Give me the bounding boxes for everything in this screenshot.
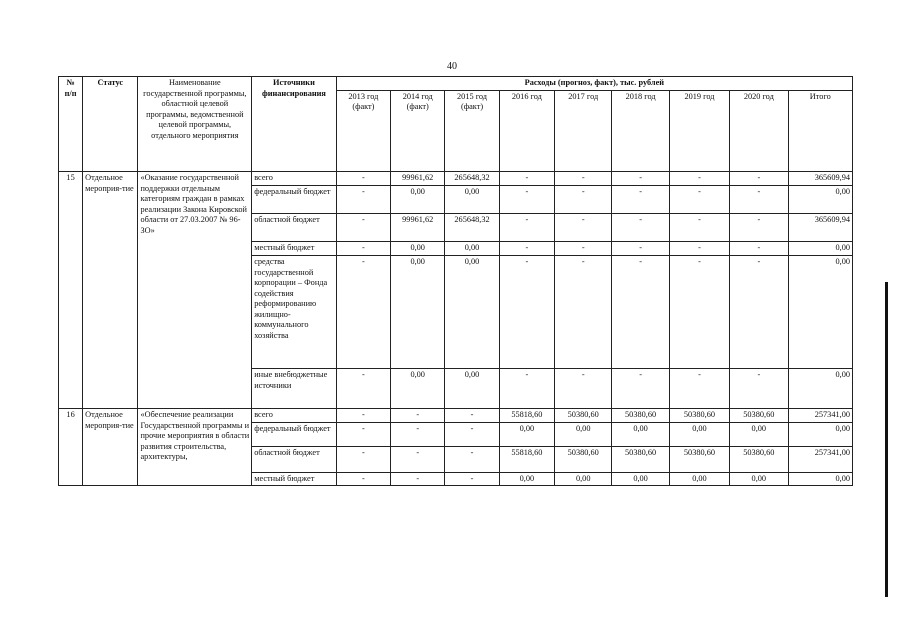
source-cell: областной бюджет — [252, 214, 337, 242]
value-cell: - — [499, 172, 554, 186]
value-cell: - — [336, 446, 390, 472]
value-cell: - — [445, 472, 499, 486]
value-cell: 0,00 — [445, 256, 499, 369]
table-row — [59, 409, 853, 423]
value-cell: - — [730, 369, 788, 409]
item-name: «Обеспечение реализации Государственной программы и прочие мероприятия в области развития строительства, архитектуры, — [138, 409, 252, 486]
value-cell: - — [730, 172, 788, 186]
value-cell: 0,00 — [669, 422, 729, 446]
value-cell: 50380,60 — [669, 409, 729, 423]
value-cell: - — [445, 422, 499, 446]
value-cell: - — [336, 256, 390, 369]
value-cell: - — [499, 242, 554, 256]
value-cell: 0,00 — [555, 472, 612, 486]
value-cell: - — [499, 214, 554, 242]
col-header-expenses: Расходы (прогноз, факт), тыс. рублей — [336, 77, 852, 91]
item-status: Отдельное мероприя-тие — [83, 172, 138, 409]
value-cell: - — [391, 472, 445, 486]
value-cell: - — [730, 186, 788, 214]
value-cell: - — [336, 214, 390, 242]
item-number: 15 — [59, 172, 83, 409]
value-cell: 99961,62 — [391, 214, 445, 242]
value-cell: 0,00 — [391, 369, 445, 409]
value-cell: 265648,32 — [445, 172, 499, 186]
budget-table — [58, 76, 853, 486]
value-cell: 0,00 — [391, 186, 445, 214]
value-cell: - — [336, 369, 390, 409]
value-cell: 365609,94 — [788, 172, 853, 186]
year-header: 2020 год — [730, 90, 788, 172]
value-cell: - — [336, 186, 390, 214]
source-cell: федеральный бюджет — [252, 422, 337, 446]
value-cell: 0,00 — [612, 472, 669, 486]
year-header: Итого — [788, 90, 853, 172]
value-cell: 50380,60 — [669, 446, 729, 472]
value-cell: - — [669, 172, 729, 186]
value-cell: 257341,00 — [788, 409, 853, 423]
value-cell: 50380,60 — [730, 446, 788, 472]
value-cell: 365609,94 — [788, 214, 853, 242]
year-header: 2015 год (факт) — [445, 90, 499, 172]
value-cell: - — [391, 409, 445, 423]
value-cell: 0,00 — [788, 186, 853, 214]
value-cell: - — [391, 446, 445, 472]
year-header: 2018 год — [612, 90, 669, 172]
value-cell: - — [669, 214, 729, 242]
value-cell: 0,00 — [612, 422, 669, 446]
source-cell: всего — [252, 409, 337, 423]
col-header-name: Наименование государственной программы, областной целевой программы, ведомственной целевой программы, отдельного мероприятия — [138, 77, 252, 172]
value-cell: 55818,60 — [499, 446, 554, 472]
header-row — [59, 77, 853, 91]
source-cell: местный бюджет — [252, 472, 337, 486]
value-cell: 265648,32 — [445, 214, 499, 242]
value-cell: - — [499, 256, 554, 369]
year-header: 2013 год (факт) — [336, 90, 390, 172]
value-cell: - — [612, 186, 669, 214]
value-cell: - — [669, 242, 729, 256]
value-cell: 0,00 — [788, 242, 853, 256]
value-cell: 55818,60 — [499, 409, 554, 423]
value-cell: 0,00 — [499, 422, 554, 446]
col-header-sources: Источники финансирования — [252, 77, 337, 172]
value-cell: - — [555, 242, 612, 256]
source-cell: средства государственной корпорации – Фонда содействия реформированию жилищно-коммунального хозяйства — [252, 256, 337, 369]
value-cell: - — [445, 446, 499, 472]
value-cell: - — [612, 242, 669, 256]
value-cell: - — [730, 242, 788, 256]
value-cell: - — [555, 172, 612, 186]
value-cell: 0,00 — [391, 256, 445, 369]
value-cell: - — [445, 409, 499, 423]
col-header-status: Статус — [83, 77, 138, 172]
value-cell: 50380,60 — [612, 446, 669, 472]
value-cell: 0,00 — [445, 186, 499, 214]
source-cell: областной бюджет — [252, 446, 337, 472]
value-cell: 50380,60 — [612, 409, 669, 423]
value-cell: - — [391, 422, 445, 446]
value-cell: - — [499, 186, 554, 214]
value-cell: - — [336, 409, 390, 423]
year-header: 2016 год — [499, 90, 554, 172]
value-cell: 257341,00 — [788, 446, 853, 472]
value-cell: 0,00 — [555, 422, 612, 446]
value-cell: 0,00 — [788, 472, 853, 486]
value-cell: 0,00 — [788, 422, 853, 446]
value-cell: 0,00 — [445, 242, 499, 256]
value-cell: - — [612, 214, 669, 242]
value-cell: - — [669, 256, 729, 369]
value-cell: 0,00 — [499, 472, 554, 486]
value-cell: 50380,60 — [730, 409, 788, 423]
value-cell: 0,00 — [445, 369, 499, 409]
value-cell: - — [499, 369, 554, 409]
item-status: Отдельное мероприя-тие — [83, 409, 138, 486]
page-number: 40 — [447, 61, 457, 72]
value-cell: 0,00 — [788, 369, 853, 409]
value-cell: - — [555, 369, 612, 409]
value-cell: 0,00 — [730, 472, 788, 486]
year-header: 2019 год — [669, 90, 729, 172]
value-cell: - — [669, 186, 729, 214]
value-cell: 99961,62 — [391, 172, 445, 186]
year-header: 2014 год (факт) — [391, 90, 445, 172]
source-cell: иные внебюджетные источники — [252, 369, 337, 409]
value-cell: - — [336, 242, 390, 256]
value-cell: 50380,60 — [555, 409, 612, 423]
source-cell: местный бюджет — [252, 242, 337, 256]
source-cell: всего — [252, 172, 337, 186]
value-cell: 50380,60 — [555, 446, 612, 472]
value-cell: 0,00 — [730, 422, 788, 446]
value-cell: - — [612, 172, 669, 186]
value-cell: 0,00 — [669, 472, 729, 486]
scan-edge-line — [885, 282, 888, 597]
year-header: 2017 год — [555, 90, 612, 172]
value-cell: - — [336, 422, 390, 446]
table-row — [59, 172, 853, 186]
value-cell: - — [336, 172, 390, 186]
source-cell: федеральный бюджет — [252, 186, 337, 214]
item-name: «Оказание государственной поддержки отдельным категориям граждан в рамках реализации Закона Кировской области от 27.03.2007 № 96-ЗО» — [138, 172, 252, 409]
value-cell: - — [555, 186, 612, 214]
col-header-num: № п/п — [59, 77, 83, 172]
value-cell: 0,00 — [391, 242, 445, 256]
value-cell: - — [336, 472, 390, 486]
value-cell: - — [612, 369, 669, 409]
value-cell: - — [612, 256, 669, 369]
value-cell: - — [730, 256, 788, 369]
item-number: 16 — [59, 409, 83, 486]
value-cell: - — [555, 256, 612, 369]
value-cell: 0,00 — [788, 256, 853, 369]
value-cell: - — [669, 369, 729, 409]
value-cell: - — [730, 214, 788, 242]
value-cell: - — [555, 214, 612, 242]
